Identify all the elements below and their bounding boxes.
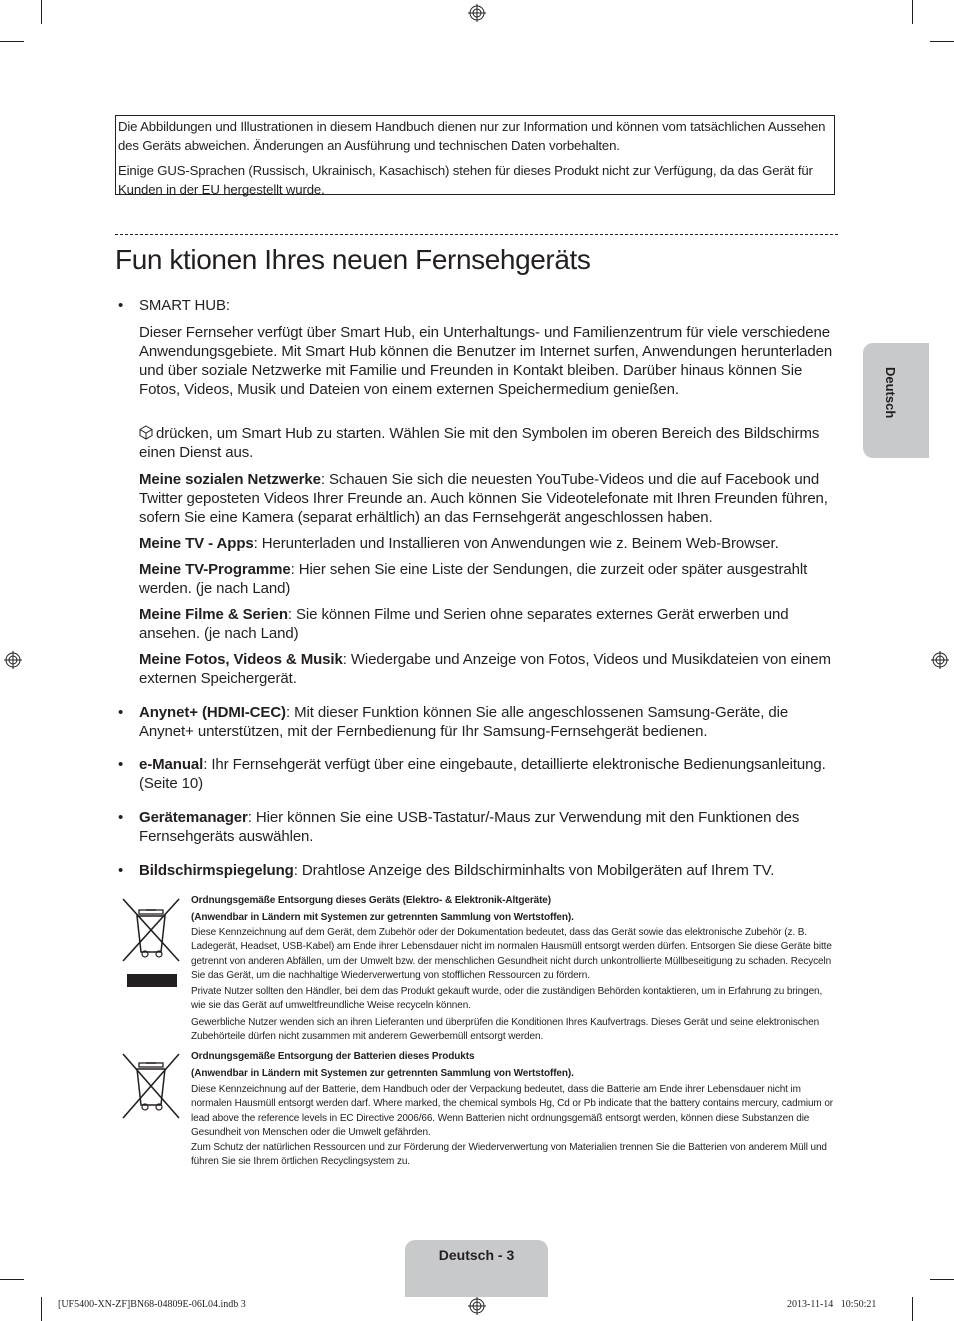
item-text: : Hier sehen Sie eine Liste der Sendungen, die zurzeit oder später ausgestrahlt werden. (je nach Land) xyxy=(139,561,808,597)
smart-hub-press-instruction xyxy=(139,424,844,462)
feature-label: Bildschirmspiegelung xyxy=(139,862,294,879)
smart-hub-item xyxy=(139,605,844,643)
crop-mark xyxy=(0,41,24,42)
bullet: • xyxy=(118,297,124,314)
language-side-tab xyxy=(863,343,929,458)
device-disposal-commercial: Gewerbliche Nutzer wenden sich an ihren Lieferanten und überprüfen die Konditionen Ihres Kaufvertrags. Dieses Gerät und seine elektronischen Zubehörteile dürfen nicht zusammen mit anderem Gewerbemüll entsorgt werden. xyxy=(191,1017,820,1043)
disclaimer-text: Die Abbildungen und Illustrationen in diesem Handbuch dienen nur zur Information und können vom tatsächlichen Aussehen des Geräts abweichen. Änderungen an Ausführung und technischen Daten vorbehalten. xyxy=(118,119,826,153)
battery-disposal-title: Ordnungsgemäße Entsorgung der Batterien dieses Produkts xyxy=(191,1051,475,1062)
crop-mark xyxy=(912,1297,913,1321)
feature-text: : Mit dieser Funktion können Sie alle angeschlossenen Samsung-Geräte, die Anynet+ unterstützen, mit der Fernbedienung für Ihr Samsung-Fernsehgerät bedienen. xyxy=(139,704,789,740)
feature-anynet xyxy=(139,703,844,741)
item-label: Meine TV - Apps xyxy=(139,535,254,552)
smart-hub-item xyxy=(139,560,844,598)
device-disposal-private: Private Nutzer sollten den Händler, bei dem das Produkt gekauft wurde, oder die zuständigen Behörden kontaktieren, um in Erfahrung zu bringen, wie sie das Gerät auf umweltfreundliche Weise recyceln können. xyxy=(191,986,823,1012)
smart-hub-item xyxy=(139,470,844,527)
item-text: : Wiedergabe und Anzeige von Fotos, Videos und Musikdateien von einem externen Speichergerät. xyxy=(139,651,831,687)
smart-hub-label: SMART HUB xyxy=(139,297,226,314)
item-label: Meine Fotos, Videos & Musik xyxy=(139,651,343,668)
bullet: • xyxy=(118,704,124,721)
print-file-slug: [UF5400-XN-ZF]BN68-04809E-06L04.indb 3 xyxy=(58,1299,246,1310)
device-disposal-title: Ordnungsgemäße Entsorgung dieses Geräts (Elektro- & Elektronik-Altgeräte) xyxy=(191,895,551,906)
label-colon: : xyxy=(225,297,230,314)
smart-hub-item xyxy=(139,650,844,688)
feature-device-manager xyxy=(139,808,844,846)
bullet: • xyxy=(118,809,124,826)
item-text: : Schauen Sie sich die neuesten YouTube-Videos und die auf Facebook und Twitter geposteten Videos Ihrer Freunde an. Auch können Sie Videotelefonate mit Ihren Freunden führen, sofern Sie eine Kamera (separat erhältlich) an das Fernsehgerät angeschlossen haben. xyxy=(139,471,828,526)
section-divider xyxy=(115,234,838,235)
language-notice-text: Einige GUS-Sprachen (Russisch, Ukrainisch, Kasachisch) stehen für dieses Produkt nicht zur Verfügung, da das Gerät für Kunden in der EU hergestellt wurde. xyxy=(118,163,813,197)
feature-screen-mirroring xyxy=(139,861,844,880)
print-date-slug: 2013-11-14 10:50:21 xyxy=(787,1299,877,1310)
item-text: : Sie können Filme und Serien ohne separates externes Gerät erwerben und ansehen. (je nach Land) xyxy=(139,606,789,642)
side-tab-label: Deutsch xyxy=(883,367,898,419)
feature-text: : Drahtlose Anzeige des Bildschirminhalts von Mobilgeräten auf Ihrem TV. xyxy=(293,862,775,879)
feature-text: : Ihr Fernsehgerät verfügt über eine eingebaute, detaillierte elektronische Bedienungsanleitung. (Seite 10) xyxy=(139,756,826,792)
registration-mark-icon xyxy=(468,1297,486,1315)
crop-mark xyxy=(912,0,913,24)
smart-hub-button-icon xyxy=(139,425,153,440)
battery-disposal-text: Diese Kennzeichnung auf der Batterie, dem Handbuch oder der Verpackung bedeutet, dass die Batterie am Ende ihrer Lebensdauer nicht im normalen Hausmüll entsorgt werden darf. Where marked, the chemical symbols Hg, Cd or Pb indicate that the battery contains mercury, cadmium or lead above the reference levels in EC Directive 2006/66. Wenn Batterien nicht ordnungsgemäß entsorgt werden, können diese Substanzen die Gesundheit von Menschen oder die Umwelt gefährden. xyxy=(191,1084,834,1138)
press-text: drücken, um Smart Hub zu starten. Wählen Sie mit den Symbolen im oberen Bereich des Bildschirms einen Dienst aus. xyxy=(139,425,820,461)
registration-mark-icon xyxy=(4,651,22,669)
registration-mark-icon xyxy=(468,4,486,22)
item-label: Meine Filme & Serien xyxy=(139,606,288,623)
smart-hub-item xyxy=(139,534,844,553)
item-label: Meine sozialen Netzwerke xyxy=(139,471,321,488)
feature-label: e-Manual xyxy=(139,756,204,773)
registration-mark-icon xyxy=(931,651,949,669)
disclaimer-box xyxy=(115,115,835,195)
crop-mark xyxy=(930,41,954,42)
crop-mark xyxy=(41,1297,42,1321)
feature-label: Anynet+ (HDMI-CEC) xyxy=(139,704,286,721)
crop-mark xyxy=(0,1279,24,1280)
crossed-bin-icon xyxy=(120,1052,182,1122)
crop-mark xyxy=(930,1279,954,1280)
page-number-tab xyxy=(405,1240,548,1297)
page-number: Deutsch - 3 xyxy=(438,1247,515,1263)
bullet: • xyxy=(118,756,124,773)
item-label: Meine TV-Programme xyxy=(139,561,291,578)
page-title: Fun ktionen Ihres neuen Fernsehgeräts xyxy=(115,244,591,275)
crossed-bin-icon xyxy=(120,896,182,988)
feature-emanual xyxy=(139,755,844,793)
device-disposal-scope: (Anwendbar in Ländern mit Systemen zur getrennten Sammlung von Wertstoffen). xyxy=(191,912,574,923)
battery-disposal-recycling: Zum Schutz der natürlichen Ressourcen und zur Förderung der Wiederverwertung von Materialien trennen Sie die Batterien von anderem Müll und führen Sie sie Ihrem örtlichen Recyclingsystem zu. xyxy=(191,1142,827,1168)
item-text: : Herunterladen und Installieren von Anwendungen wie z. Beinem Web-Browser. xyxy=(253,535,779,552)
battery-disposal-scope: (Anwendbar in Ländern mit Systemen zur getrennten Sammlung von Wertstoffen). xyxy=(191,1068,574,1079)
bullet: • xyxy=(118,862,124,879)
smart-hub-description: Dieser Fernseher verfügt über Smart Hub, ein Unterhaltungs- und Familienzentrum für viele verschiedene Anwendungsgebiete. Mit Smart Hub können die Benutzer im Internet surfen, Anwendungen herunterladen und über soziale Netzwerke mit Familie und Freunden in Kontakt bleiben. Darüber hinaus können Sie Fotos, Videos, Musik und Dateien von einem externen Speichermedium genießen. xyxy=(139,324,833,398)
crop-mark xyxy=(41,0,42,24)
feature-label: Gerätemanager xyxy=(139,809,248,826)
smart-hub-heading xyxy=(139,296,844,315)
feature-text: : Hier können Sie eine USB-Tastatur/-Maus zur Verwendung mit den Funktionen des Fernsehgeräts auswählen. xyxy=(139,809,800,845)
device-disposal-text: Diese Kennzeichnung auf dem Gerät, dem Zubehör oder der Dokumentation bedeutet, dass das Gerät sowie das elektronische Zubehör (z. B. Ladegerät, Headset, USB-Kabel) am Ende ihrer Lebensdauer nicht im normalen Hausmüll entsorgt werden dürfen. Entsorgen Sie diese Geräte bitte getrennt von anderen Abfällen, um der Umwelt bzw. der menschlichen Gesundheit nicht durch unkontrollierte Müllbeseitigung zu schaden. Recyceln Sie das Gerät, um die nachhaltige Wiederverwertung von stofflichen Ressourcen zu fördern. xyxy=(191,927,832,981)
